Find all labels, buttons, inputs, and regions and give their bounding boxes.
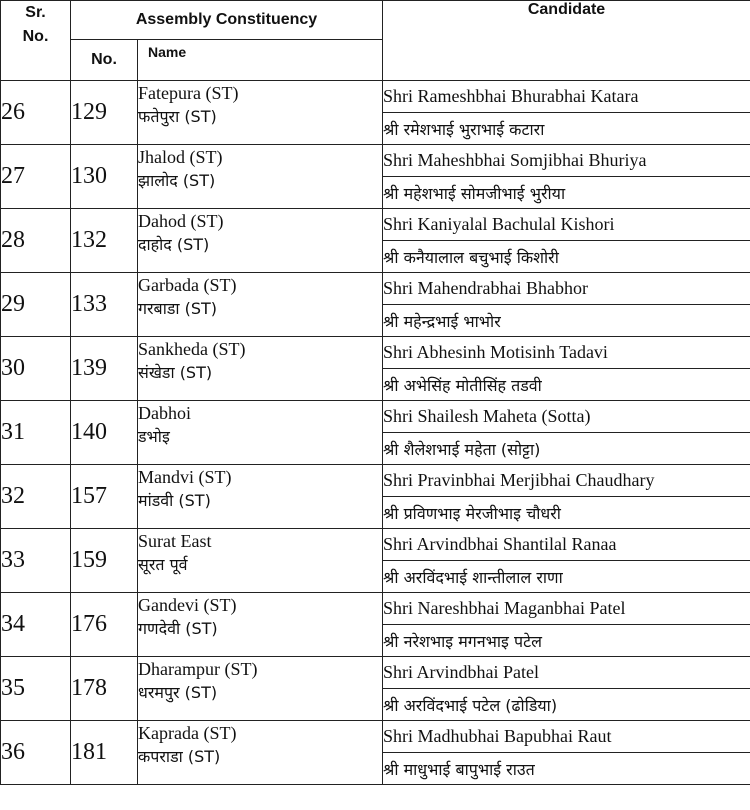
- candidate-name-hindi: श्री अरविंदभाई पटेल (ढोडिया): [383, 689, 750, 721]
- constituency-name-hindi: कपराडा (ST): [138, 747, 221, 766]
- constituency-name-english: Kaprada (ST): [138, 723, 237, 743]
- candidate-name-hindi: श्री महेशभाई सोमजीभाई भुरीया: [383, 177, 750, 209]
- candidate-name-english: Shri Nareshbhai Maganbhai Patel: [383, 593, 750, 625]
- constituency-number: 181: [71, 721, 138, 785]
- constituency-name-hindi: मांडवी (ST): [138, 491, 211, 510]
- constituency-number: 132: [71, 209, 138, 273]
- candidate-name-hindi: श्री रमेशभाई भुराभाई कटारा: [383, 113, 750, 145]
- candidate-name-english: Shri Arvindbhai Patel: [383, 657, 750, 689]
- constituency-name-hindi: झालोद (ST): [138, 171, 216, 190]
- table-row: [1, 465, 750, 497]
- sr-number: 26: [1, 81, 71, 145]
- candidate-name-english: Shri Rameshbhai Bhurabhai Katara: [383, 81, 750, 113]
- candidate-name-hindi: श्री महेन्द्रभाई भाभोर: [383, 305, 750, 337]
- constituency-name: [138, 401, 383, 465]
- constituency-name-hindi: दाहोद (ST): [138, 235, 210, 254]
- candidate-name-hindi: श्री प्रविणभाइ मेरजीभाइ चौधरी: [383, 497, 750, 529]
- table-row: [1, 529, 750, 561]
- constituency-number: 159: [71, 529, 138, 593]
- table-row: [1, 81, 750, 113]
- constituency-name: [138, 721, 383, 785]
- candidate-name-hindi: श्री माधुभाई बापुभाई राउत: [383, 753, 750, 785]
- sr-number: 28: [1, 209, 71, 273]
- constituency-name-header: Name: [138, 40, 383, 81]
- table-row: [1, 273, 750, 305]
- candidate-header: Candidate: [383, 1, 750, 81]
- table-row: [1, 721, 750, 753]
- constituency-number: 178: [71, 657, 138, 721]
- constituency-name-hindi: सूरत पूर्व: [138, 555, 188, 574]
- sr-number: 30: [1, 337, 71, 401]
- constituency-name: [138, 81, 383, 145]
- constituency-name-english: Fatepura (ST): [138, 83, 239, 103]
- constituency-name-hindi: धरमपुर (ST): [138, 683, 218, 702]
- candidate-name-english: Shri Shailesh Maheta (Sotta): [383, 401, 750, 433]
- candidate-name-english: Shri Madhubhai Bapubhai Raut: [383, 721, 750, 753]
- table-row: [1, 657, 750, 689]
- sr-number: 31: [1, 401, 71, 465]
- constituency-name: [138, 465, 383, 529]
- table-row: [1, 401, 750, 433]
- constituency-no-header: No.: [71, 40, 138, 81]
- constituency-number: 157: [71, 465, 138, 529]
- constituency-name: [138, 593, 383, 657]
- constituency-name-english: Sankheda (ST): [138, 339, 246, 359]
- table-row: [1, 337, 750, 369]
- candidate-name-english: Shri Arvindbhai Shantilal Ranaa: [383, 529, 750, 561]
- sr-number: 27: [1, 145, 71, 209]
- constituency-name-english: Garbada (ST): [138, 275, 237, 295]
- assembly-constituency-header: Assembly Constituency: [71, 1, 383, 40]
- candidate-name-english: Shri Mahendrabhai Bhabhor: [383, 273, 750, 305]
- constituency-number: 130: [71, 145, 138, 209]
- candidate-name-hindi: श्री अरविंदभाई शान्तीलाल राणा: [383, 561, 750, 593]
- constituency-number: 140: [71, 401, 138, 465]
- sr-header-line2: No.: [22, 28, 49, 45]
- constituency-name: [138, 337, 383, 401]
- sr-number: 36: [1, 721, 71, 785]
- constituency-name-hindi: गणदेवी (ST): [138, 619, 218, 638]
- constituency-name-hindi: गरबाडा (ST): [138, 299, 218, 318]
- constituency-name: [138, 209, 383, 273]
- sr-number: 29: [1, 273, 71, 337]
- candidate-name-english: Shri Abhesinh Motisinh Tadavi: [383, 337, 750, 369]
- constituency-name: [138, 529, 383, 593]
- constituency-number: 176: [71, 593, 138, 657]
- constituency-name: [138, 657, 383, 721]
- sr-header-line1: Sr.: [25, 4, 46, 21]
- sr-no-header: [1, 1, 71, 81]
- sr-number: 35: [1, 657, 71, 721]
- constituency-name-english: Jhalod (ST): [138, 147, 223, 167]
- candidate-name-hindi: श्री अभेसिंह मोतीसिंह तडवी: [383, 369, 750, 401]
- constituency-number: 139: [71, 337, 138, 401]
- candidate-name-english: Shri Maheshbhai Somjibhai Bhuriya: [383, 145, 750, 177]
- header-row: [1, 1, 750, 40]
- constituency-name-english: Surat East: [138, 531, 212, 551]
- constituency-name-english: Dahod (ST): [138, 211, 224, 231]
- table-row: [1, 209, 750, 241]
- constituency-name-english: Mandvi (ST): [138, 467, 232, 487]
- candidate-name-hindi: श्री शैलेशभाई महेता (सोट्टा): [383, 433, 750, 465]
- constituency-name-english: Dabhoi: [138, 403, 191, 423]
- candidate-name-hindi: श्री नरेशभाइ मगनभाइ पटेल: [383, 625, 750, 657]
- table-row: [1, 593, 750, 625]
- table-row: [1, 145, 750, 177]
- constituency-name-hindi: डभोइ: [138, 427, 170, 446]
- constituency-name: [138, 145, 383, 209]
- candidate-name-english: Shri Pravinbhai Merjibhai Chaudhary: [383, 465, 750, 497]
- sr-number: 34: [1, 593, 71, 657]
- sr-number: 32: [1, 465, 71, 529]
- candidate-name-english: Shri Kaniyalal Bachulal Kishori: [383, 209, 750, 241]
- constituency-name-english: Gandevi (ST): [138, 595, 237, 615]
- constituency-name-hindi: फतेपुरा (ST): [138, 107, 217, 126]
- constituency-name: [138, 273, 383, 337]
- constituency-name-english: Dharampur (ST): [138, 659, 258, 679]
- constituency-number: 133: [71, 273, 138, 337]
- constituency-number: 129: [71, 81, 138, 145]
- constituency-name-hindi: संखेडा (ST): [138, 363, 213, 382]
- candidate-name-hindi: श्री कनैयालाल बचुभाई किशोरी: [383, 241, 750, 273]
- sr-number: 33: [1, 529, 71, 593]
